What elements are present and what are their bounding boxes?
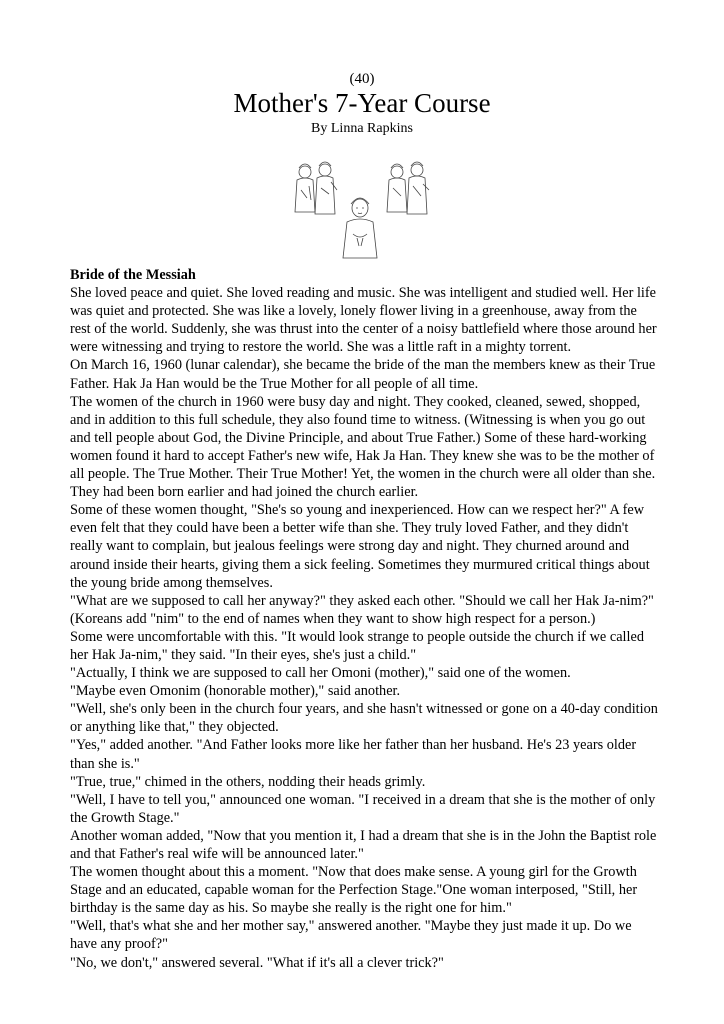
paragraph: "Actually, I think we are supposed to call her Omoni (mother)," said one of the women.: [70, 665, 571, 682]
figures-sketch-illustration: [285, 150, 435, 260]
paragraph: "Well, she's only been in the church four years, and she hasn't witnessed or gone on a 40-day condition or anything like that," they objected.: [70, 701, 658, 736]
section-heading: Bride of the Messiah: [70, 267, 196, 283]
paragraph: Some of these women thought, "She's so young and inexperienced. How can we respect her?" A few even felt that they could have been a better wife than she. They truly loved Father, and they didn't really want to complain, but jealous feelings were strong day and night. They churned around and around inside their hearts, giving them a sick feeling. Sometimes they murmured critical things about the young bride among themselves.: [70, 502, 650, 591]
paragraph: Another woman added, "Now that you mention it, I had a dream that she is in the John the Baptist role and that Father's real wife will be announced later.": [70, 827, 657, 862]
paragraph: She loved peace and quiet. She loved reading and music. She was intelligent and studied well. Her life was quiet and protected. She was like a lovely, lonely flower living in a greenhouse, away from the rest of the world. Suddenly, she was thrust into the center of a noisy battlefield where those around her were witnessing and trying to restore the world. She was a little raft in a mighty torrent.: [70, 285, 657, 356]
article-body: [70, 266, 660, 972]
paragraph: "Maybe even Omonim (honorable mother)," said another.: [70, 683, 401, 700]
paragraph: The women of the church in 1960 were busy day and night. They cooked, cleaned, sewed, shopped, and in addition to this full schedule, they also found time to witness. (Witnessing is when you go out and tell people about God, the Divine Principle, and about True Father.) Some of these hard-working women found it hard to accept Father's new wife, Hak Ja Han. They knew she was to be the mother of all people. The True Mother. Their True Mother! Yet, the women in the church were all older than she. They had been born earlier and had joined the church earlier.: [70, 393, 656, 501]
paragraph: The women thought about this a moment. "Now that does make sense. A young girl for the Growth Stage and an educated, capable woman for the Perfection Stage."One woman interposed, "Still, her birthday is the same day as his. So maybe she really is the right one for him.": [70, 864, 638, 917]
chapter-number: (40): [349, 71, 375, 87]
paragraph: "Yes," added another. "And Father looks more like her father than her husband. He's 23 years older than she is.": [70, 737, 637, 772]
paragraph: On March 16, 1960 (lunar calendar), she became the bride of the man the members knew as their True Father. Hak Ja Han would be the True Mother for all people of all time.: [70, 357, 656, 392]
paragraph: "Well, that's what she and her mother say," answered another. "Maybe they just made it up. Do we have any proof?": [70, 918, 632, 953]
paragraph: "Well, I have to tell you," announced one woman. "I received in a dream that she is the mother of only the Growth Stage.": [70, 791, 656, 826]
paragraph: "True, true," chimed in the others, nodding their heads grimly.: [70, 773, 426, 790]
author-byline: By Linna Rapkins: [311, 121, 413, 136]
paragraph: "No, we don't," answered several. "What if it's all a clever trick?": [70, 954, 444, 971]
paragraph: Some were uncomfortable with this. "It would look strange to people outside the church if we called her Hak Ja-nim," they said. "In their eyes, she's just a child.": [70, 628, 644, 663]
paragraph: "What are we supposed to call her anyway?" they asked each other. "Should we call her Hak Ja-nim?" (Koreans add "nim" to the end of names when they want to show high respect for a person.): [70, 592, 654, 627]
page-header: [0, 70, 724, 138]
page-title: Mother's 7-Year Course: [233, 88, 491, 118]
